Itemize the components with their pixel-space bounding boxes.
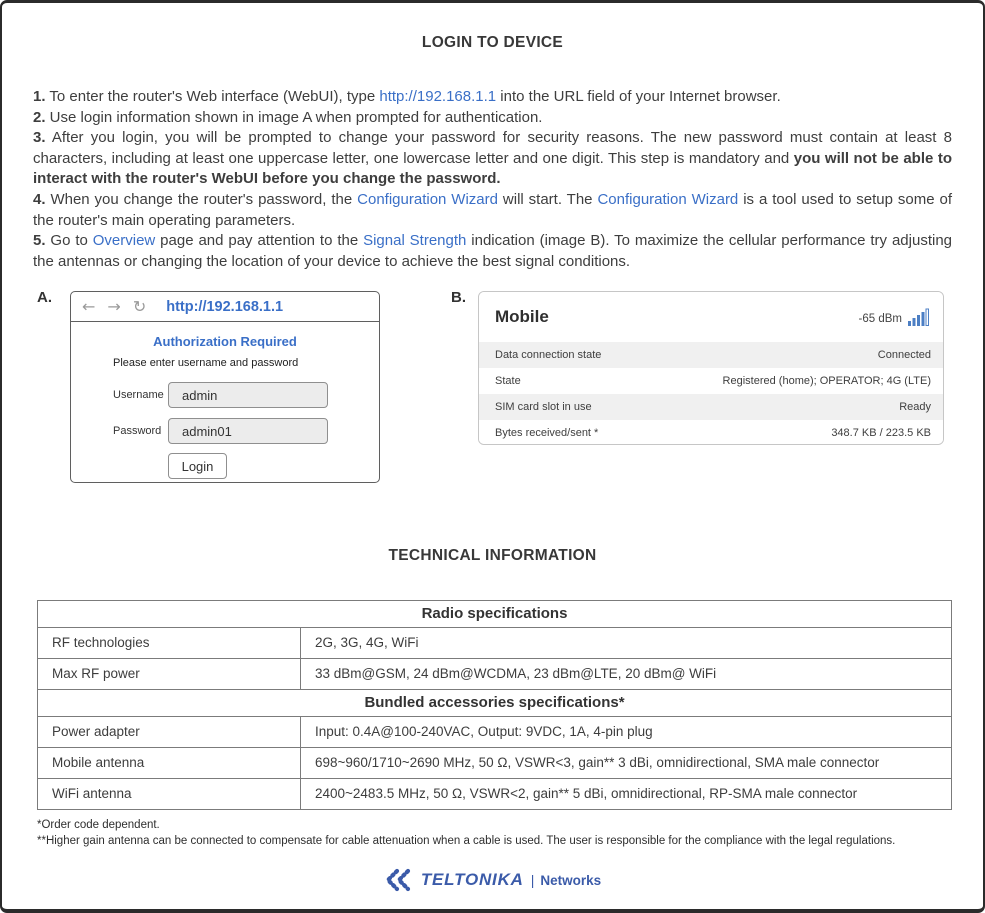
bundled-accessories-header: Bundled accessories specifications* — [38, 690, 952, 717]
brand-logo — [2, 868, 983, 892]
table-row-wifi-antenna — [38, 779, 952, 810]
text-run: page and pay attention to the — [155, 232, 364, 250]
spec-label: Power adapter — [38, 717, 301, 748]
status-row-bytes — [479, 420, 943, 445]
spec-label: WiFi antenna — [38, 779, 301, 810]
status-row-data-connection — [479, 342, 943, 368]
figure-b-label: B. — [451, 289, 466, 307]
signal-strength-value: -65 dBm — [858, 313, 902, 326]
inline-link[interactable]: Configuration Wizard — [357, 190, 498, 208]
bold-text: you will not be able to interact with the router's WebUI before you change the password. — [33, 149, 952, 188]
status-row-sim-slot — [479, 394, 943, 420]
inline-link[interactable]: Signal Strength — [363, 232, 467, 250]
signal-strength — [859, 308, 930, 326]
status-label: Data connection state — [495, 349, 602, 362]
bold-text: 4. — [33, 190, 46, 208]
text-run: Go to — [45, 232, 93, 250]
brand-divider: | — [530, 872, 535, 889]
instruction-step-1 — [33, 87, 952, 108]
footnote-order-code: *Order code dependent. — [37, 819, 160, 832]
spec-table — [37, 600, 952, 810]
spec-value: 2400~2483.5 MHz, 50 Ω, VSWR<2, gain** 5 dBi, omnidirectional, RP-SMA male connector — [301, 779, 952, 810]
username-row — [113, 382, 379, 408]
spec-label: Max RF power — [38, 659, 301, 690]
mobile-status-card — [478, 291, 944, 445]
instruction-step-2 — [33, 108, 952, 129]
status-value: Connected — [877, 349, 931, 362]
instruction-step-4 — [33, 190, 952, 231]
bold-text: 2. — [33, 108, 46, 126]
radio-specs-header: Radio specifications — [38, 601, 952, 628]
spec-value: 33 dBm@GSM, 24 dBm@WCDMA, 23 dBm@LTE, 20 dBm@ WiFi — [301, 659, 952, 690]
inline-link[interactable]: http://192.168.1.1 — [379, 88, 497, 105]
spec-value: 698~960/1710~2690 MHz, 50 Ω, VSWR<3, gain** 3 dBi, omnidirectional, SMA male connector — [301, 748, 952, 779]
tech-section-title: TECHNICAL INFORMATION — [388, 547, 597, 565]
status-label: Bytes received/sent * — [495, 427, 599, 440]
footnote-gain-antenna: **Higher gain antenna can be connected to compensate for cable attenuation when a cable is used. The user is responsible for the compliance with the legal regulations. — [37, 834, 896, 847]
mobile-card-header — [479, 292, 943, 342]
login-section-title: LOGIN TO DEVICE — [421, 34, 564, 51]
browser-mockup — [70, 291, 380, 483]
login-button[interactable]: Login — [168, 453, 227, 479]
figures-row — [2, 289, 983, 503]
password-row — [113, 418, 379, 444]
table-row-mobile-antenna — [38, 748, 952, 779]
password-input[interactable] — [168, 418, 328, 444]
signal-bars-icon — [908, 308, 930, 326]
browser-toolbar — [71, 292, 379, 322]
bundled-accessories-header-row — [38, 690, 952, 717]
table-row-power-adapter — [38, 717, 952, 748]
table-row-rf-technologies — [38, 628, 952, 659]
brand-name: TELTONIKA — [420, 870, 524, 890]
spec-value: 2G, 3G, 4G, WiFi — [301, 628, 952, 659]
footnotes — [37, 818, 981, 849]
text-run: indication (image B). To maximize the cellular performance try adjusting the antennas or changing the location of your device to achieve the best signal conditions. — [33, 232, 952, 270]
status-row-state — [479, 368, 943, 394]
username-label: Username — [113, 389, 164, 402]
inline-link[interactable]: Overview — [92, 232, 156, 250]
text-run: is a tool used to setup some of the router's main operating parameters. — [33, 190, 952, 229]
mobile-card-title: Mobile — [495, 307, 549, 327]
text-run: To enter the router's Web interface (WebUI), type — [45, 88, 380, 105]
table-row-max-rf-power — [38, 659, 952, 690]
instruction-step-3 — [33, 128, 952, 190]
status-label: SIM card slot in use — [495, 401, 592, 414]
status-label: State — [495, 375, 521, 388]
spec-label: Mobile antenna — [38, 748, 301, 779]
auth-required-title: Authorization Required — [153, 334, 297, 350]
auth-subtitle: Please enter username and password — [113, 357, 299, 370]
password-label: Password — [113, 425, 162, 438]
auth-dialog — [71, 334, 379, 479]
status-value: 348.7 KB / 223.5 KB — [831, 427, 931, 440]
inline-link[interactable]: Configuration Wizard — [597, 190, 739, 208]
text-run: When you change the router's password, the — [45, 190, 358, 208]
status-value: Ready — [899, 401, 931, 414]
spec-value: Input: 0.4A@100-240VAC, Output: 9VDC, 1A, 4-pin plug — [301, 717, 952, 748]
bold-text: 3. — [33, 129, 46, 147]
bold-text: 5. — [33, 232, 46, 250]
text-run: will start. The — [497, 190, 598, 208]
refresh-icon[interactable]: ↻ — [132, 296, 147, 316]
back-icon[interactable]: ← — [82, 296, 96, 316]
text-run: Use login information shown in image A when prompted for authentication. — [45, 108, 543, 126]
brand-suffix: Networks — [540, 872, 602, 888]
spec-label: RF technologies — [38, 628, 301, 659]
teltonika-logo-icon — [384, 868, 416, 892]
url-field[interactable]: http://192.168.1.1 — [166, 298, 284, 315]
figure-a-label: A. — [37, 289, 52, 307]
text-run: After you login, you will be prompted to change your password for security reasons. The new password must contain at least 8 characters, including at least one uppercase letter, one lowercase letter and one digit. This step is mandatory and — [33, 129, 952, 167]
username-input[interactable] — [168, 382, 328, 408]
instructions-block — [33, 87, 952, 272]
bold-text: 1. — [33, 88, 46, 105]
text-run: into the URL field of your Internet browser. — [496, 88, 781, 105]
status-value: Registered (home); OPERATOR; 4G (LTE) — [722, 375, 931, 388]
forward-icon[interactable]: → — [107, 296, 121, 316]
radio-specs-header-row — [38, 601, 952, 628]
instruction-step-5 — [33, 231, 952, 272]
